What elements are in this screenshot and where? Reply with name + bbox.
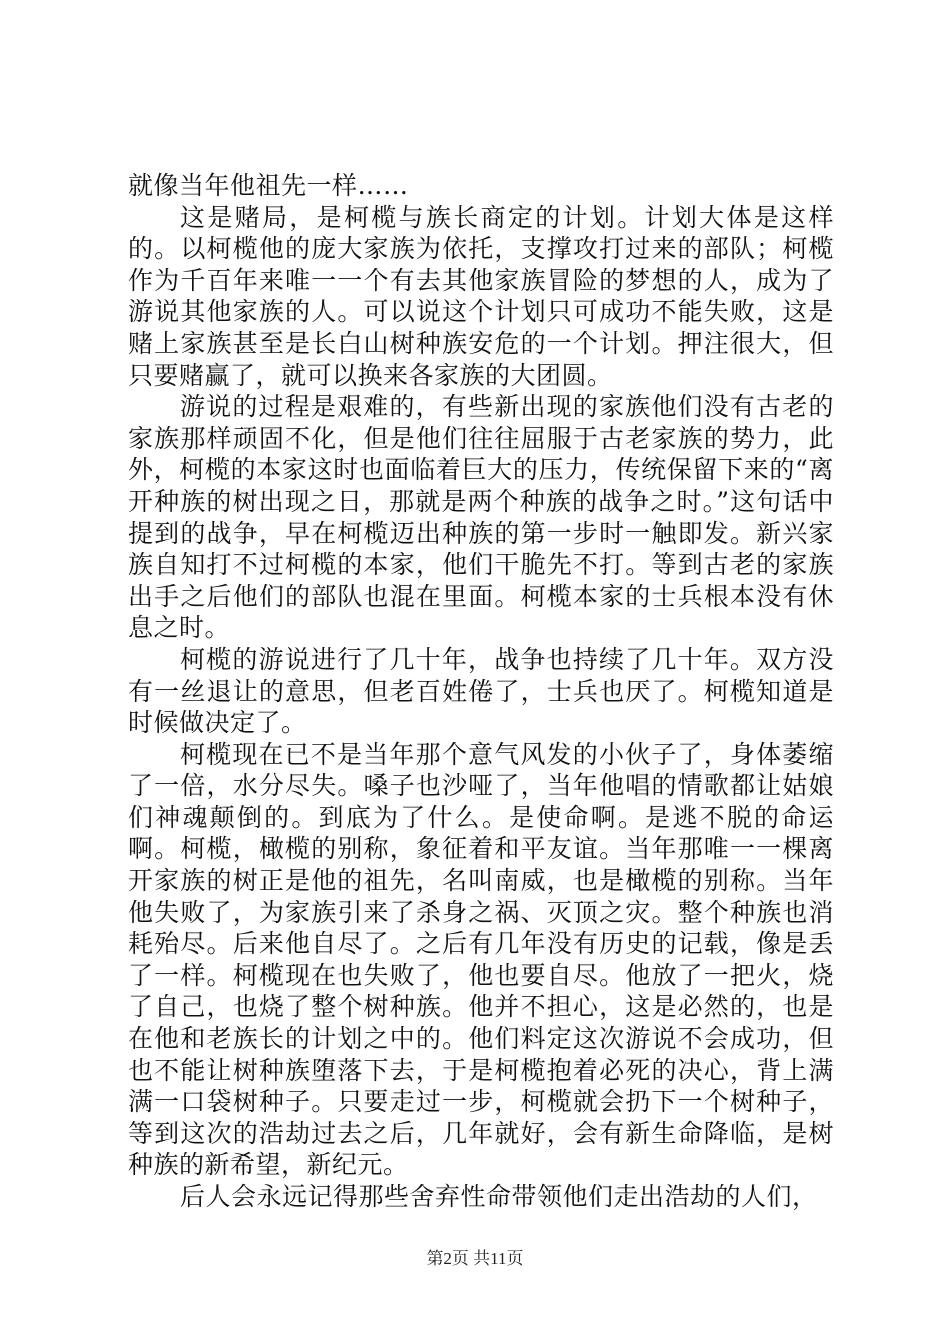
paragraph: 这是赌局，是柯榄与族长商定的计划。计划大体是这样的。以柯榄他的庞大家族为依托，支撑攻打过来的部队；柯榄作为千百年来唯一一个有去其他家族冒险的梦想的人，成为了游说其他家族的人。可以说这个计划只可成功不能失败，这是赌上家族甚至是长白山树种族安危的一个计划。押注很大，但只要赌赢了，就可以换来各家族的大团圆。 <box>128 202 834 390</box>
page-number-footer: 第2页 共11页 <box>426 1249 524 1268</box>
paragraph: 柯榄的游说进行了几十年，战争也持续了几十年。双方没有一丝退让的意思，但老百姓倦了，士兵也厌了。柯榄知道是时候做决定了。 <box>128 644 834 738</box>
paragraph: 游说的过程是艰难的，有些新出现的家族他们没有古老的家族那样顽固不化，但是他们往往屈服于古老家族的势力，此外，柯榄的本家这时也面临着巨大的压力，传统保留下来的“离开种族的树出现之日，那就是两个种族的战争之时。”这句话中提到的战争，早在柯榄迈出种族的第一步时一触即发。新兴家族自知打不过柯榄的本家，他们干脆先不打。等到古老的家族出手之后他们的部队也混在里面。柯榄本家的士兵根本没有休息之时。 <box>128 392 834 643</box>
paragraph-continuation: 就像当年他祖先一样…… <box>128 171 409 200</box>
paragraph: 柯榄现在已不是当年那个意气风发的小伙子了，身体萎缩了一倍，水分尽失。嗓子也沙哑了，当年他唱的情歌都让姑娘们神魂颠倒的。到底为了什么。是使命啊。是逃不脱的命运啊。柯榄，橄榄的别称，象征着和平友谊。当年那唯一一棵离开家族的树正是他的祖先，名叫南威，也是橄榄的别称。当年他失败了，为家族引来了杀身之祸、灭顶之灾。整个种族也消耗殆尽。后来他自尽了。之后有几年没有历史的记载，像是丢了一样。柯榄现在也失败了，他也要自尽。他放了一把火，烧了自己，也烧了整个树种族。他并不担心，这是必然的，也是在他和老族长的计划之中的。他们料定这次游说不会成功，但也不能让树种族堕落下去，于是柯榄抱着必死的决心，背上满满一口袋树种子。只要走过一步，柯榄就会扔下一个树种子，等到这次的浩劫过去之后，几年就好，会有新生命降临，是树种族的新希望，新纪元。 <box>128 739 834 1180</box>
paragraph: 后人会永远记得那些舍弃性命带领他们走出浩劫的人们， <box>180 1182 818 1211</box>
document-body <box>128 170 834 1213</box>
